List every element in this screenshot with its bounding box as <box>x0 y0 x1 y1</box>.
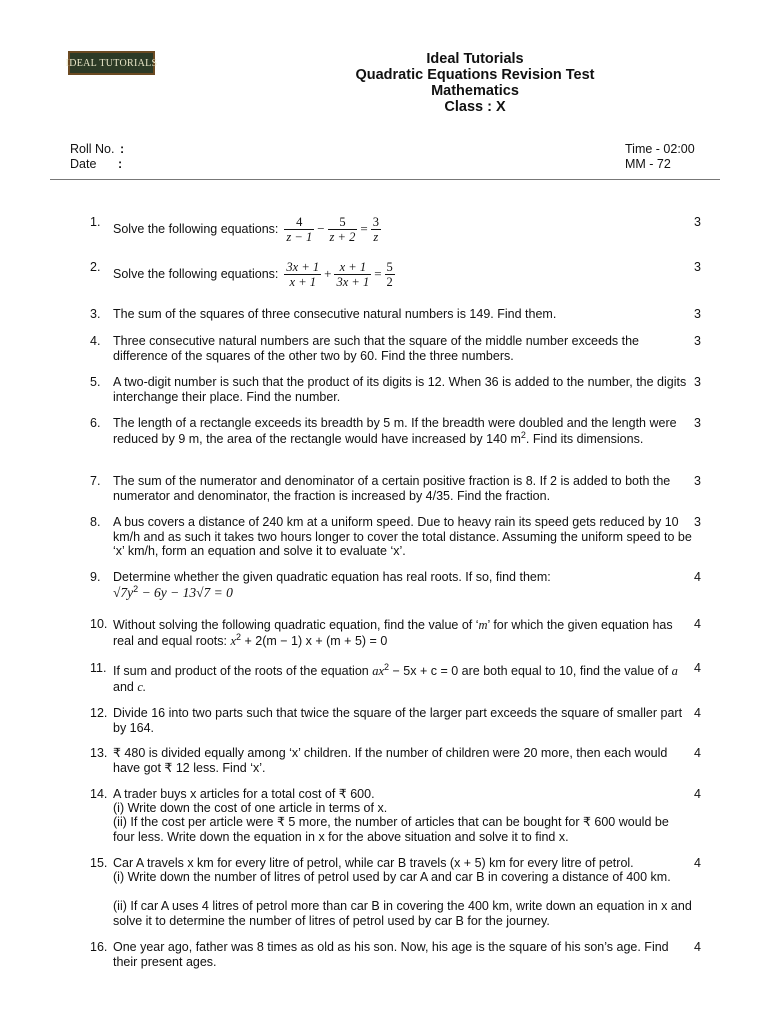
question-number: 13. <box>90 746 108 760</box>
equals-sign: = <box>374 266 382 282</box>
question-subpart: (i) Write down the number of litres of petrol used by car A and car B in covering a distance of 400 km. <box>113 870 671 884</box>
denominator: 2 <box>386 275 393 289</box>
max-marks-label: MM - 72 <box>625 157 671 171</box>
header-divider <box>50 179 720 180</box>
equals-sign: = <box>360 221 368 237</box>
question-marks: 3 <box>694 416 701 430</box>
question-marks: 3 <box>694 474 701 488</box>
variable: c. <box>137 679 147 694</box>
denominator: x + 1 <box>289 275 316 289</box>
question-marks: 3 <box>694 307 701 321</box>
equation-part: − 6y − 13√7 = 0 <box>138 585 233 600</box>
equation-part: x <box>230 634 237 648</box>
question-text-part: . Find its dimensions. <box>525 431 644 446</box>
question-text-part: and <box>113 679 134 694</box>
question-number: 16. <box>90 940 108 954</box>
question-text: Three consecutive natural numbers are such that the square of the middle number exceeds the difference of the squares of the other two by 60. Find the three numbers. <box>113 334 639 363</box>
denominator: z − 1 <box>286 230 313 244</box>
question-number: 4. <box>90 334 101 348</box>
roll-no-label: Roll No. <box>70 142 115 156</box>
question-text: Determine whether the given quadratic equation has real roots. If so, find them: <box>113 570 551 584</box>
denominator: z <box>373 230 379 244</box>
denominator: z + 2 <box>329 230 356 244</box>
equation-part: √7 <box>113 585 128 600</box>
question-marks: 4 <box>694 661 701 675</box>
logo-text: IDEAL TUTORIALS <box>65 57 158 69</box>
question-number: 5. <box>90 375 101 389</box>
question-prompt: Solve the following equations: <box>113 222 279 237</box>
question-number: 9. <box>90 570 101 584</box>
question-marks: 3 <box>694 215 701 229</box>
numerator: 3 <box>372 215 379 229</box>
question-number: 12. <box>90 706 108 720</box>
question-text: ₹ 480 is divided equally among ‘x’ children. If the number of children were 20 more, then each would have got ₹ 12 less. Find ‘x’. <box>113 746 668 775</box>
question-text-part: Without solving the following quadratic equation, find the value of ‘ <box>113 618 479 632</box>
header-line-1: Ideal Tutorials <box>426 51 524 67</box>
question-text <box>113 617 688 649</box>
numerator: x + 1 <box>334 260 371 275</box>
question-number: 11. <box>90 661 107 675</box>
superscript: 2 <box>133 583 139 594</box>
question-text: Car A travels x km for every litre of petrol, while car B travels (x + 5) km for every litre of petrol. <box>113 856 634 870</box>
fraction <box>328 215 358 244</box>
question-number: 1. <box>90 215 101 229</box>
question-text <box>113 416 688 447</box>
question-text: One year ago, father was 8 times as old as his son. Now, his age is the square of his son’s age. Find their present ages. <box>113 940 669 969</box>
superscript: 2 <box>520 429 526 440</box>
numerator: 3x + 1 <box>286 260 320 274</box>
question-number: 7. <box>90 474 101 488</box>
question-number: 6. <box>90 416 101 430</box>
logo <box>65 51 158 75</box>
header-line-4: Class : X <box>444 99 506 115</box>
question-number: 8. <box>90 515 101 529</box>
question-marks: 4 <box>694 856 701 870</box>
question-text <box>113 215 513 244</box>
fraction <box>371 215 381 244</box>
question-text-part: are both equal to 10, find the value of <box>461 664 669 678</box>
question-marks: 4 <box>694 787 701 801</box>
variable: m <box>478 618 488 632</box>
roll-no-sep: : <box>120 142 125 156</box>
question-number: 15. <box>90 856 108 870</box>
header-line-3: Mathematics <box>431 83 519 99</box>
equation-part: ax <box>372 664 385 678</box>
question-text-part: ’ for which the given equation has real and equal roots: <box>113 618 673 648</box>
header-line-2: Quadratic Equations Revision Test <box>355 67 595 83</box>
denominator: 3x + 1 <box>336 275 370 289</box>
question-text-part: If sum and product of the roots of the equation <box>113 664 369 678</box>
numerator: 4 <box>284 215 314 230</box>
fraction <box>334 260 371 289</box>
question-marks: 4 <box>694 706 701 720</box>
question-text: Divide 16 into two parts such that twice the square of the larger part exceeds the square of smaller part by 164. <box>113 706 683 735</box>
question-prompt: Solve the following equations: <box>113 267 279 282</box>
superscript: 2 <box>384 661 390 672</box>
question-subpart: (i) Write down the cost of one article in terms of x. <box>113 801 388 815</box>
quadratic-equation <box>113 583 688 601</box>
question-number: 3. <box>90 307 101 321</box>
question-text: The sum of the squares of three consecutive natural numbers is 149. Find them. <box>113 307 557 321</box>
question-text: The sum of the numerator and denominator of a certain positive fraction is 8. If 2 is added to both the numerator and denominator, the fraction is increased by 4/35. Find the fraction. <box>113 474 671 503</box>
superscript: 2 <box>236 631 242 642</box>
question-number: 14. <box>90 787 108 801</box>
question-text <box>113 260 513 289</box>
fraction <box>385 260 395 289</box>
minus-sign: − <box>317 221 325 237</box>
question-marks: 4 <box>694 617 701 631</box>
date-sep: : <box>118 157 123 171</box>
question-marks: 3 <box>694 334 701 348</box>
question-marks: 4 <box>694 746 701 760</box>
question-text <box>113 661 688 695</box>
equation-part: − 5x + c = 0 <box>389 664 459 678</box>
numerator: 5 <box>328 215 358 230</box>
question-marks: 3 <box>694 260 701 274</box>
time-label: Time - 02:00 <box>625 142 695 156</box>
question-marks: 4 <box>694 940 701 954</box>
fraction <box>284 215 314 244</box>
plus-sign: + <box>324 266 332 282</box>
equation-part: + 2(m − 1) x + (m + 5) = 0 <box>241 634 388 648</box>
question-marks: 4 <box>694 570 701 584</box>
question-number: 2. <box>90 260 101 274</box>
question-text: A trader buys x articles for a total cost of ₹ 600. <box>113 787 375 801</box>
question-text: A two-digit number is such that the product of its digits is 12. When 36 is added to the number, the digits interchange their place. Find the number. <box>113 375 687 404</box>
equation-part: y <box>127 585 134 600</box>
date-label: Date <box>70 157 97 171</box>
variable: a <box>671 664 678 678</box>
question-subpart: (ii) If the cost per article were ₹ 5 more, the number of articles that can be bought for ₹ 600 would be four less. Write down the equation in x for the above situation and solve it to find x. <box>113 815 669 844</box>
numerator: 5 <box>386 260 393 274</box>
question-marks: 3 <box>694 375 701 389</box>
question-marks: 3 <box>694 515 701 529</box>
question-text-part: The length of a rectangle exceeds its breadth by 5 m. If the breadth were doubled and the length were reduced by 9 m, the area of the rectangle would have increased by 140 m <box>113 416 677 446</box>
question-number: 10. <box>90 617 108 631</box>
question-text: A bus covers a distance of 240 km at a uniform speed. Due to heavy rain its speed gets reduced by 10 km/h and as such it takes two hours longer to cover the total distance. Assuming the uniform speed to be ‘x’ km/h, form an equation and solve it to evaluate ‘x’. <box>113 515 692 558</box>
question-subpart: (ii) If car A uses 4 litres of petrol more than car B in covering the 400 km, write down an equation in x and solve it to determine the number of litres of petrol used by car B for the journey. <box>113 899 692 928</box>
fraction <box>284 260 321 289</box>
